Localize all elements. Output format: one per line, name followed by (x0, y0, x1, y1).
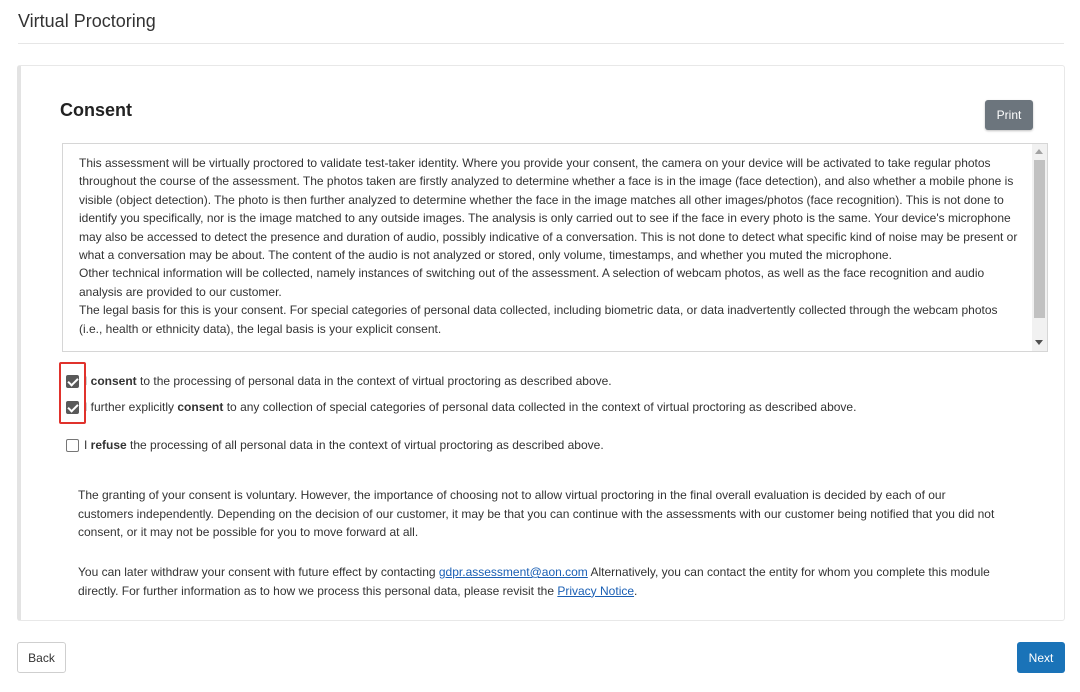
voluntary-notice: The granting of your consent is voluntary. However, the importance of choosing not to allow virtual proctoring in the final overall evaluation is decided by each of our customers independently. Depending on the decision of our customer, it may be that you can continue with the assessments with our customer being notified that you did not consent, or it may not be possible for you to move forward at all. (78, 488, 995, 540)
consent-text (63, 144, 1033, 348)
email-link[interactable]: gdpr.assessment@aon.com (438, 565, 588, 579)
option-label: I refuse the processing of all personal data in the context of virtual proctoring as described above. (84, 438, 604, 452)
withdraw-notice: You can later withdraw your consent with future effect by contacting gdpr.assessment@aon.com Alternatively, you can contact the entity for whom you complete this module directly. For further information as to how we process this personal data, please revisit the Privacy Notice. (78, 565, 990, 598)
consent-paragraph: Other technical information will be collected, namely instances of switching out of the assessment. A selection of webcam photos, as well as the face recognition and audio analysis are provided to our customer. (79, 266, 985, 299)
scroll-thumb[interactable] (1034, 160, 1045, 318)
highlight-annotation (59, 362, 86, 424)
print-button[interactable]: Print (985, 100, 1033, 130)
title-divider (18, 43, 1064, 44)
consent-special-checkbox[interactable] (66, 401, 79, 414)
next-button[interactable]: Next (1017, 642, 1065, 673)
scroll-down-arrow-icon[interactable] (1035, 340, 1043, 345)
consent-card (17, 65, 1065, 621)
option-label: I further explicitly consent to any collection of special categories of personal data collected in the context of virtual proctoring as described above. (84, 400, 857, 414)
refuse-option[interactable] (66, 438, 604, 452)
scroll-up-arrow-icon[interactable] (1035, 149, 1043, 154)
consent-special-option[interactable] (66, 400, 856, 414)
privacy-notice-link[interactable]: Privacy Notice (557, 583, 635, 598)
vertical-scrollbar[interactable] (1032, 144, 1047, 351)
refuse-checkbox[interactable] (66, 439, 79, 452)
consent-processing-checkbox[interactable] (66, 375, 79, 388)
consent-heading: Consent (60, 100, 132, 120)
consent-processing-option[interactable] (66, 374, 612, 388)
consent-paragraph: The legal basis for this is your consent. For special categories of personal data collected, including biometric data, or data inadvertently collected through the webcam photos (i.e., health or ethnicity data), the legal basis is your explicit consent. (79, 303, 998, 336)
consent-paragraph: This assessment will be virtually proctored to validate test-taker identity. Where you provide your consent, the camera on your device will be activated to take regular photos throughout the course of the assessment. The photos taken are firstly analyzed to determine whether a face is in the image (face detection), and also whether a mobile phone is visible (object detection). The photo is then further analyzed to determine whether the face in the image matches all other images/photos (face recognition). This is not done to identify you specifically, nor is the image matched to any outside images. The analysis is only carried out to see if the face in every photo is the same. Your device's microphone may also be accessed to detect the presence and duration of audio, possibly indicative of a conversation. This is not done to detect what specific kind of noise may be present or what a conversation may be about. The content of the audio is not analyzed or stored, only volume, timestamps, and whether you muted the microphone. (79, 156, 1018, 263)
back-button[interactable]: Back (17, 642, 66, 673)
consent-text-scrollbox[interactable] (62, 143, 1048, 352)
page-title: Virtual Proctoring (18, 11, 156, 31)
option-label: I consent to the processing of personal data in the context of virtual proctoring as described above. (84, 374, 612, 388)
